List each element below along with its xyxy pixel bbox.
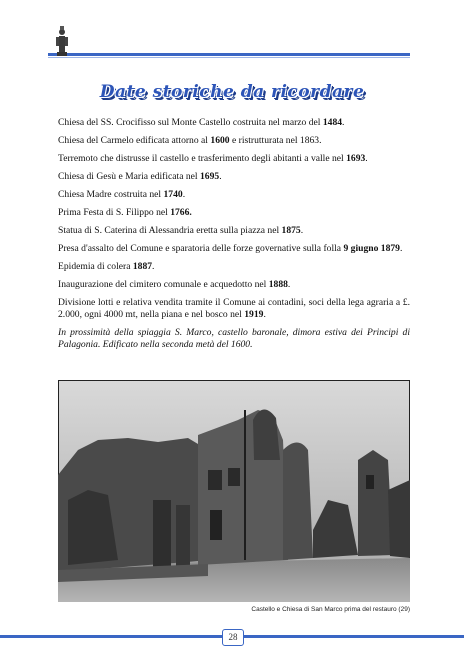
header-rule-thin (48, 57, 410, 58)
entry-1879: Presa d'assalto del Comune e sparatoria delle forze governative sulla folla 9 giugno 1879. (58, 243, 403, 254)
castle-photo (58, 380, 410, 602)
entry-1919: Divisione lotti e relativa vendita tramite il Comune ai contadini, soci della lega agraria a £. 2.000, ogni 4000 mt, nella piana e nel bosco nel 1919. (58, 297, 410, 320)
dates-list (58, 117, 410, 357)
photo-caption: Castello e Chiesa di San Marco prima del restauro (29) (251, 606, 410, 613)
page-number: 28 (222, 629, 244, 646)
italic-note: In prossimità della spiaggia S. Marco, castello baronale, dimora estiva dei Principi di Palagonia. Edificato nella seconda metà del 1600. (58, 327, 410, 350)
entry-1740: Chiesa Madre costruita nel 1740. (58, 189, 186, 200)
entry-1695: Chiesa di Gesù e Maria edificata nel 1695. (58, 171, 222, 182)
header-rule (48, 53, 410, 56)
entry-1766: Prima Festa di S. Filippo nel 1766. (58, 207, 192, 218)
page-title: Date storiche da ricordare (99, 82, 365, 102)
entry-1875: Statua di S. Caterina di Alessandria eretta sulla piazza nel 1875. (58, 225, 304, 236)
statue-icon (55, 24, 69, 56)
entry-1888: Inaugurazione del cimitero comunale e acquedotto nel 1888. (58, 279, 291, 290)
entry-1693: Terremoto che distrusse il castello e trasferimento degli abitanti a valle nel 1693. (58, 153, 368, 164)
entry-1484: Chiesa del SS. Crocifisso sul Monte Castello costruita nel marzo del 1484. (58, 117, 345, 128)
entry-1887: Epidemia di colera 1887. (58, 261, 155, 272)
entry-1600: Chiesa del Carmelo edificata attorno al 1600 e ristrutturata nel 1863. (58, 135, 322, 146)
